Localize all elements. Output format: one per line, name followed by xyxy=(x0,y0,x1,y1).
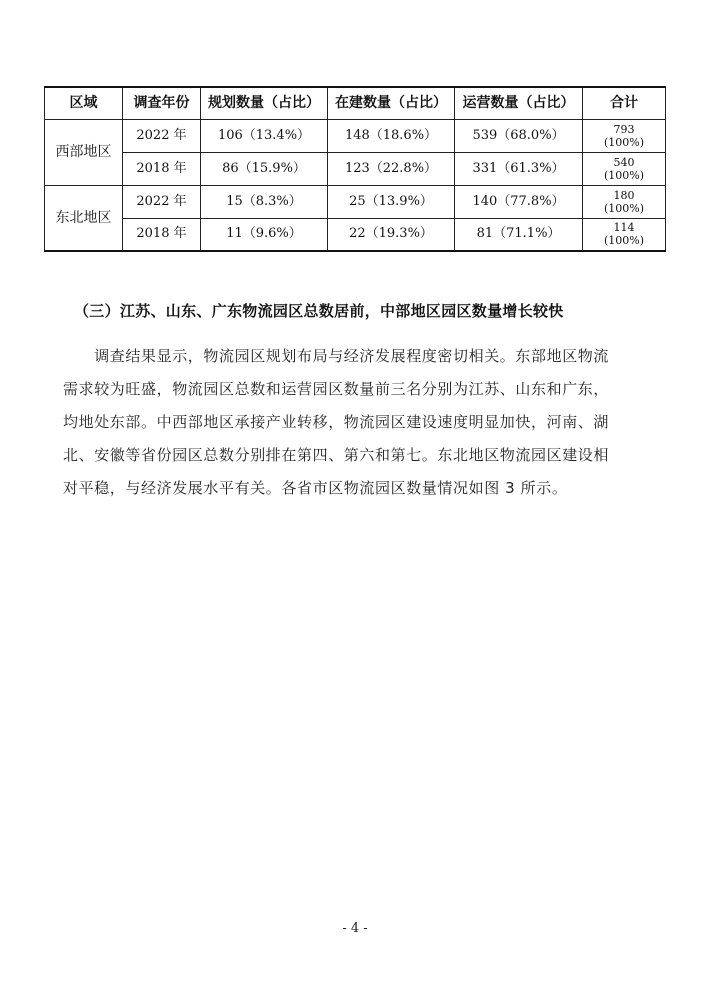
total-cell xyxy=(583,152,666,185)
total-percent: (100%) xyxy=(603,234,645,248)
header-total: 合计 xyxy=(583,87,666,119)
total-percent: (100%) xyxy=(603,201,645,215)
header-operating: 运营数量（占比） xyxy=(455,87,583,119)
paragraph-line: 对平稳，与经济发展水平有关。各省市区物流园区数量情况如图 3 所示。 xyxy=(63,479,568,497)
total-value: 180 xyxy=(613,188,635,202)
total-cell xyxy=(583,218,666,251)
building-cell: 123（22.8%） xyxy=(328,152,455,185)
total-value: 540 xyxy=(613,155,635,169)
paragraph-line: 均地处东部。中西部地区承接产业转移，物流园区建设速度明显加快，河南、湖 xyxy=(63,413,610,431)
header-planned: 规划数量（占比） xyxy=(201,87,328,119)
building-cell: 25（13.9%） xyxy=(328,185,455,218)
building-cell: 148（18.6%） xyxy=(328,119,455,152)
total-value: 793 xyxy=(613,122,635,136)
table-header-row xyxy=(45,87,666,119)
table-row xyxy=(45,218,666,251)
section-heading: （三）江苏、山东、广东物流园区总数居前，中部地区园区数量增长较快 xyxy=(74,302,564,320)
year-cell: 2022 年 xyxy=(123,185,201,218)
total-percent: (100%) xyxy=(603,135,645,149)
table-row xyxy=(45,185,666,218)
region-cell-northeast: 东北地区 xyxy=(45,185,123,251)
planned-cell: 106（13.4%） xyxy=(201,119,328,152)
total-value: 114 xyxy=(613,221,635,235)
paragraph-line: 需求较为旺盛，物流园区总数和运营园区数量前三名分别为江苏、山东和广东， xyxy=(63,380,610,398)
total-percent: (100%) xyxy=(603,168,645,182)
operating-cell: 331（61.3%） xyxy=(455,152,583,185)
header-region: 区域 xyxy=(45,87,123,119)
total-cell xyxy=(583,185,666,218)
planned-cell: 86（15.9%） xyxy=(201,152,328,185)
body-paragraph xyxy=(63,340,655,505)
building-cell: 22（19.3%） xyxy=(328,218,455,251)
year-cell: 2022 年 xyxy=(123,119,201,152)
paragraph-line: 北、安徽等省份园区总数分别排在第四、第六和第七。东北地区物流园区建设相 xyxy=(63,446,610,464)
year-cell: 2018 年 xyxy=(123,218,201,251)
header-year: 调查年份 xyxy=(123,87,201,119)
planned-cell: 11（9.6%） xyxy=(201,218,328,251)
table-row xyxy=(45,119,666,152)
header-building: 在建数量（占比） xyxy=(328,87,455,119)
page-number: - 4 - xyxy=(342,921,368,936)
region-cell-west: 西部地区 xyxy=(45,119,123,185)
total-cell xyxy=(583,119,666,152)
operating-cell: 81（71.1%） xyxy=(455,218,583,251)
planned-cell: 15（8.3%） xyxy=(201,185,328,218)
operating-cell: 140（77.8%） xyxy=(455,185,583,218)
logistics-parks-table xyxy=(44,86,666,252)
paragraph-line: 调查结果显示，物流园区规划布局与经济发展程度密切相关。东部地区物流 xyxy=(63,347,610,365)
year-cell: 2018 年 xyxy=(123,152,201,185)
operating-cell: 539（68.0%） xyxy=(455,119,583,152)
table-row xyxy=(45,152,666,185)
